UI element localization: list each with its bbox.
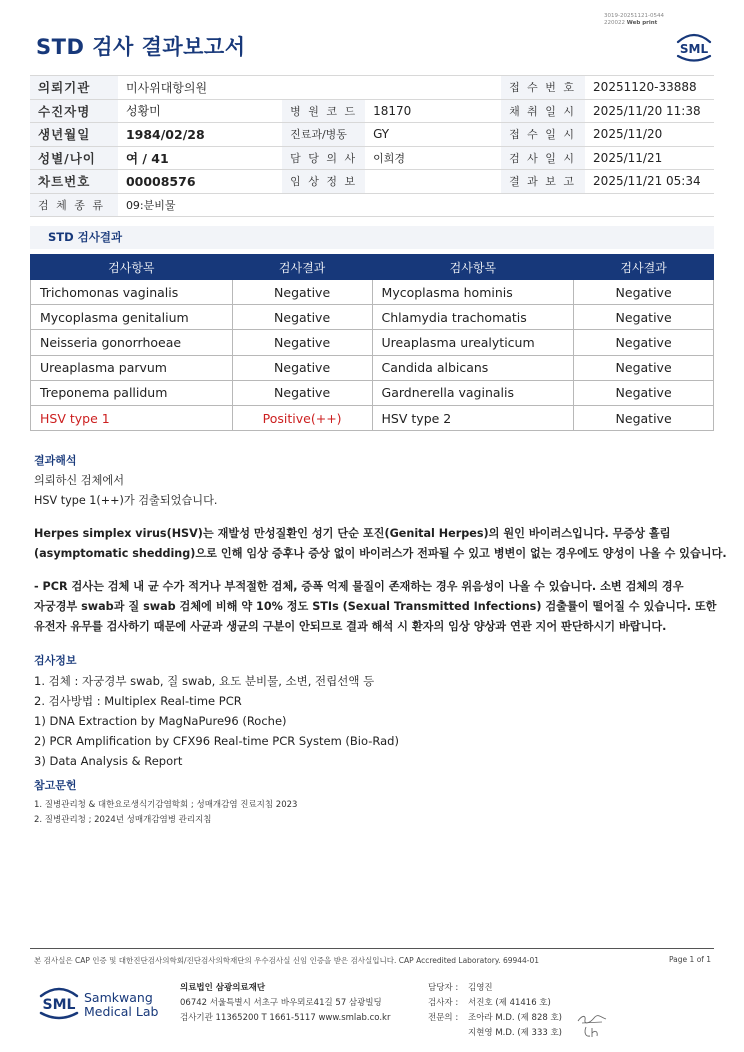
patient-info-table: [30, 75, 714, 217]
test-result: Negative: [232, 380, 372, 405]
table-row: [31, 355, 714, 380]
test-item: Chlamydia trachomatis: [372, 305, 574, 330]
clinical-info-label: 임 상 정 보: [282, 170, 365, 194]
list-item: 2) PCR Amplification by CFX96 Real-time PCR System (Bio-Rad): [34, 734, 399, 748]
chart-no-label: 차트번호: [30, 170, 118, 194]
staff-value: 김영진: [468, 983, 493, 993]
hospital-code-value: 18170: [365, 99, 501, 123]
brand-line: Medical Lab: [84, 1004, 159, 1019]
footer-divider: [30, 948, 714, 949]
test-item: Mycoplasma genitalium: [31, 305, 233, 330]
report-date-label: 결 과 보 고: [501, 170, 585, 194]
staff-value: 조아라 M.D. (제 828 호): [468, 1013, 563, 1023]
staff-label: 전문의 :: [428, 1013, 459, 1023]
reference-item: 2. 질병관리청 ; 2024년 성매개감염병 관리지침: [34, 815, 212, 825]
clinic-label: 의뢰기관: [30, 76, 118, 100]
test-result-positive: Positive(++): [232, 405, 372, 430]
receipt-no-value: 20251120-33888: [585, 76, 714, 100]
paragraph-line: (asymptomatic shedding)으로 인해 임상 증후나 증상 없이 바이러스가 전파될 수 있고 병변이 없는 경우에도 양성이 나올 수 있습니다.: [34, 547, 727, 560]
test-item: Ureaplasma parvum: [31, 355, 233, 380]
table-row: [31, 280, 714, 305]
clinical-info-value: [365, 170, 501, 194]
test-result: Negative: [232, 355, 372, 380]
paragraph-line: 자궁경부 swab과 질 swab 검체에 비해 약 10% 정도 STIs (Sexual Transmitted Infections) 검출률이 떨어질 수 있습니다. 또한: [34, 600, 717, 613]
info-row: [30, 99, 714, 123]
org-address: 06742 서울특별시 서초구 바우뫼로41길 57 삼광빌딩: [180, 998, 382, 1008]
info-row: [30, 170, 714, 194]
test-item: HSV type 2: [372, 405, 574, 430]
list-item: 2. 검사방법 : Multiplex Real-time PCR: [34, 694, 242, 708]
org-contact: 검사기관 11365200 T 1661-5117 www.smlab.co.kr: [180, 1013, 391, 1023]
list-item: 3) Data Analysis & Report: [34, 754, 183, 768]
receipt-date-value: 2025/11/20: [585, 123, 714, 147]
table-row: [31, 380, 714, 405]
organization-info: [180, 981, 390, 1026]
cap-accreditation-text: 본 검사실은 CAP 인증 및 대한진단검사의학회/진단검사의학재단의 우수검사실 신임 인증을 받은 검사실입니다. CAP Accredited Laboratory. 69944-01: [34, 956, 540, 965]
birth-label: 생년월일: [30, 123, 118, 147]
col-header-item: 검사항목: [31, 255, 233, 280]
test-result: Negative: [574, 280, 714, 305]
collect-date-label: 채 취 일 시: [501, 99, 585, 123]
interpretation-line: HSV type 1(++)가 검출되었습니다.: [34, 494, 218, 507]
info-row: [30, 146, 714, 170]
logo-text: SML: [42, 997, 76, 1013]
collect-date-value: 2025/11/20 11:38: [585, 99, 714, 123]
test-item-positive: HSV type 1: [31, 405, 233, 430]
test-result: Negative: [232, 330, 372, 355]
col-header-result: 검사결과: [574, 255, 714, 280]
test-result: Negative: [232, 305, 372, 330]
print-meta-code: 220022: [604, 20, 625, 26]
doctor-value: 이희경: [365, 146, 501, 170]
specimen-label: 검 체 종 류: [30, 193, 118, 217]
test-item: Treponema pallidum: [31, 380, 233, 405]
test-item: Ureaplasma urealyticum: [372, 330, 574, 355]
sex-age-label: 성별/나이: [30, 146, 118, 170]
test-info-section: [34, 651, 399, 771]
page-title: STD 검사 결과보고서: [36, 35, 246, 59]
info-row: [30, 76, 714, 100]
test-result: Negative: [574, 405, 714, 430]
interpretation-paragraph-2: [34, 577, 716, 637]
col-header-item: 검사항목: [372, 255, 574, 280]
test-item: Trichomonas vaginalis: [31, 280, 233, 305]
staff-label: 담당자 :: [428, 983, 459, 993]
brand-line: Samkwang: [84, 990, 153, 1005]
doctor-label: 담 당 의 사: [282, 146, 365, 170]
staff-label: 검사자 :: [428, 998, 459, 1008]
staff-value: 지현영 M.D. (제 333 호): [468, 1028, 563, 1038]
test-item: Neisseria gonorrhoeae: [31, 330, 233, 355]
list-item: 1. 검체 : 자궁경부 swab, 질 swab, 요도 분비물, 소변, 전립선액 등: [34, 674, 375, 688]
reference-item: 1. 질병관리청 & 대한요로생식기감염학회 ; 성매개감염 진료지침 2023: [34, 800, 298, 810]
dept-label: 진료과/병동: [282, 123, 365, 147]
test-item: Gardnerella vaginalis: [372, 380, 574, 405]
interpretation-heading: 결과해석: [34, 454, 77, 467]
org-name: 의료법인 삼광의료재단: [180, 983, 266, 993]
table-row: [31, 305, 714, 330]
patient-value: 성황미: [118, 99, 282, 123]
receipt-date-label: 접 수 일 시: [501, 123, 585, 147]
table-row: [31, 405, 714, 430]
info-row: [30, 123, 714, 147]
test-info-heading: 검사정보: [34, 654, 77, 667]
test-date-value: 2025/11/21: [585, 146, 714, 170]
interpretation-line: 의뢰하신 검체에서: [34, 474, 125, 487]
staff-value: 서진호 (제 41416 호): [468, 998, 551, 1008]
sml-logo-icon: [36, 980, 82, 1024]
paragraph-line: Herpes simplex virus(HSV)는 재발성 만성질환인 성기 단순 포진(Genital Herpes)의 원인 바이러스입니다. 무증상 흘림: [34, 527, 671, 540]
hospital-code-label: 병 원 코 드: [282, 99, 365, 123]
test-result: Negative: [574, 305, 714, 330]
test-item: Mycoplasma hominis: [372, 280, 574, 305]
print-meta-label: Web print: [626, 20, 658, 26]
col-header-result: 검사결과: [232, 255, 372, 280]
interpretation-section: [34, 451, 217, 511]
list-item: 1) DNA Extraction by MagNaPure96 (Roche): [34, 714, 287, 728]
report-date-value: 2025/11/21 05:34: [585, 170, 714, 194]
results-table: [30, 254, 714, 431]
references-section: [34, 776, 297, 828]
sml-logo-icon: [674, 27, 714, 63]
brand-name: [84, 991, 158, 1019]
logo-text: SML: [679, 42, 709, 56]
test-date-label: 검 사 일 시: [501, 146, 585, 170]
table-row: [31, 330, 714, 355]
birth-value: 1984/02/28: [118, 123, 282, 147]
test-result: Negative: [574, 355, 714, 380]
page-number: Page 1 of 1: [669, 955, 712, 964]
dept-value: GY: [365, 123, 501, 147]
chart-no-value: 00008576: [118, 170, 282, 194]
specimen-value: 09:분비물: [118, 193, 714, 217]
paragraph-line: 유전자 유무를 검사하기 때문에 사균과 생균의 구분이 안되므로 결과 해석 시 환자의 임상 양상과 연관 지어 판단하시기 바랍니다.: [34, 620, 667, 633]
signature-image: [582, 1024, 606, 1040]
patient-label: 수진자명: [30, 99, 118, 123]
test-result: Negative: [574, 380, 714, 405]
info-row: [30, 193, 714, 217]
test-result: Negative: [574, 330, 714, 355]
receipt-no-label: 접 수 번 호: [501, 76, 585, 100]
interpretation-paragraph-1: [34, 524, 727, 564]
print-meta: [604, 13, 664, 27]
test-item: Candida albicans: [372, 355, 574, 380]
print-meta-id: 3019-20251121-0544: [604, 13, 664, 19]
clinic-value: 미사위대항의원: [118, 76, 501, 100]
paragraph-line: - PCR 검사는 검체 내 균 수가 적거나 부적절한 검체, 증폭 억제 물질이 존재하는 경우 위음성이 나올 수 있습니다. 소변 검체의 경우: [34, 580, 684, 593]
sex-age-value: 여 / 41: [118, 146, 282, 170]
results-section-title: STD 검사결과: [30, 226, 714, 249]
results-header-row: [31, 255, 714, 280]
staff-info: [428, 981, 562, 1041]
references-heading: 참고문헌: [34, 779, 77, 792]
test-result: Negative: [232, 280, 372, 305]
